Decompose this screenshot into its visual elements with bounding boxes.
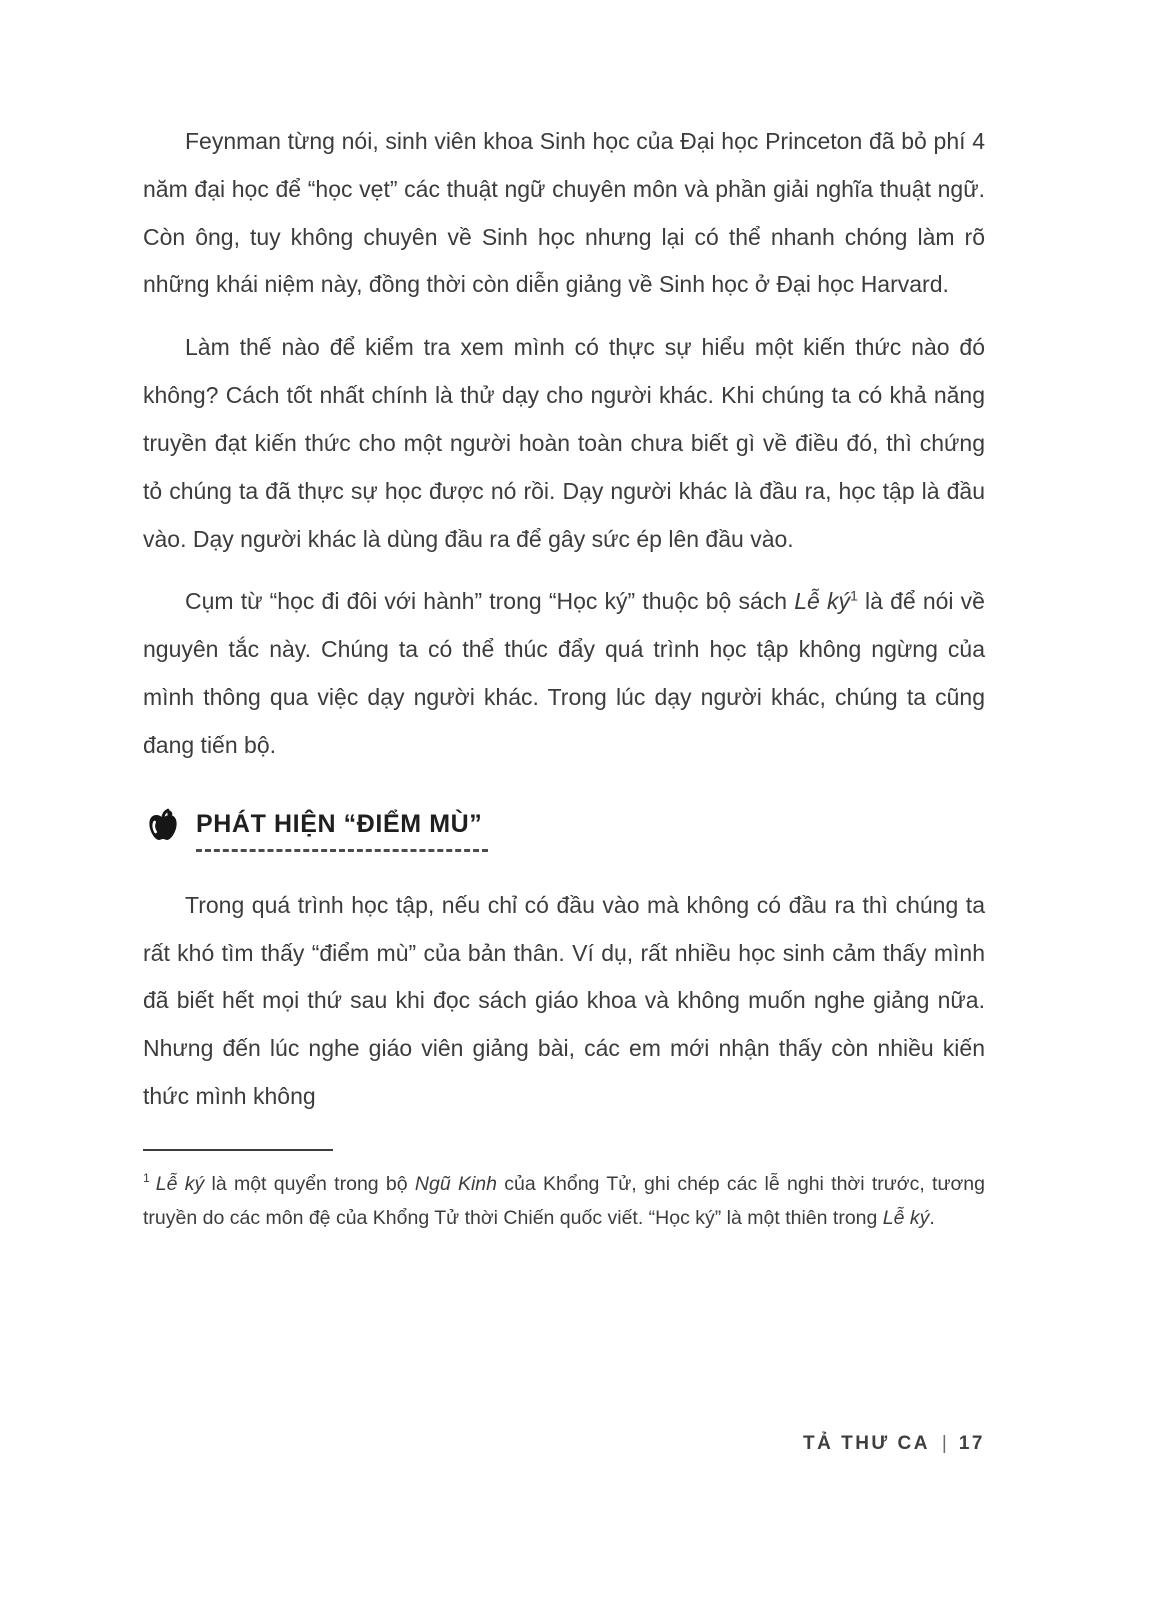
- section-heading-title: PHÁT HIỆN “ĐIỂM MÙ”: [196, 809, 483, 838]
- paragraph-3: [143, 578, 985, 769]
- footnote-text-2: của Khổng Tử, ghi chép các lễ nghi thời trước, tương truyền do các môn đệ của Khổng Tử thời Chiến quốc viết. “Học ký” là một thiên trong: [143, 1172, 985, 1230]
- paragraph-4: [143, 882, 985, 1121]
- footnote-text-3: .: [929, 1207, 935, 1230]
- paragraph-2: [143, 324, 985, 563]
- section-heading-underline: [196, 810, 488, 852]
- footer-separator: |: [941, 1433, 947, 1454]
- paragraph-2-text: Làm thế nào để kiểm tra xem mình có thực sự hiểu một kiến thức nào đó không? Cách tốt nhất chính là thử dạy cho người khác. Khi chúng ta có khả năng truyền đạt kiến thức cho một người hoàn toàn chưa biết gì về điều đó, thì chứng tỏ chúng ta đã thực sự học được nó rồi. Dạy người khác là đầu ra, học tập là đầu vào. Dạy người khác là dùng đầu ra để gây sức ép lên đầu vào.: [143, 334, 985, 552]
- section-heading: [143, 810, 985, 852]
- footnote-book-title-1: Lễ ký: [155, 1172, 205, 1195]
- page-number: 17: [958, 1433, 985, 1454]
- running-title: TẢ THƯ CA: [803, 1433, 930, 1454]
- footnote-number: 1: [143, 1171, 150, 1186]
- footnote: [143, 1167, 985, 1236]
- footnote-divider: [143, 1149, 333, 1151]
- page-footer: [803, 1433, 985, 1455]
- paragraph-3-text-start: Cụm từ “học đi đôi với hành” trong “Học ký” thuộc bộ sách: [185, 588, 795, 615]
- paragraph-1-text: Feynman từng nói, sinh viên khoa Sinh học của Đại học Princeton đã bỏ phí 4 năm đại học để “học vẹt” các thuật ngữ chuyên môn và phần giải nghĩa thuật ngữ. Còn ông, tuy không chuyên về Sinh học nhưng lại có thể nhanh chóng làm rõ những khái niệm này, đồng thời còn diễn giảng về Sinh học ở Đại học Harvard.: [143, 128, 985, 298]
- book-title-italic: Lễ ký: [794, 588, 850, 615]
- footnote-book-title-2: Ngũ Kinh: [414, 1172, 497, 1195]
- paragraph-4-text: Trong quá trình học tập, nếu chỉ có đầu vào mà không có đầu ra thì chúng ta rất khó tìm thấy “điểm mù” của bản thân. Ví dụ, rất nhiều học sinh cảm thấy mình đã biết hết mọi thứ sau khi đọc sách giáo khoa và không muốn nghe giảng nữa. Nhưng đến lúc nghe giáo viên giảng bài, các em mới nhận thấy còn nhiều kiến thức mình không: [143, 891, 985, 1110]
- apple-icon: [143, 806, 183, 848]
- footnote-book-title-3: Lễ ký: [882, 1207, 930, 1230]
- paragraph-1: [143, 118, 985, 309]
- footnote-text-1: là một quyển trong bộ: [211, 1172, 415, 1195]
- footnote-reference-marker: 1: [849, 588, 858, 605]
- paragraph-3-text-end: là để nói về nguyên tắc này. Chúng ta có thể thúc đẩy quá trình học tập không ngừng của mình thông qua việc dạy người khác. Trong lúc dạy người khác, chúng ta cũng đang tiến bộ.: [143, 588, 985, 758]
